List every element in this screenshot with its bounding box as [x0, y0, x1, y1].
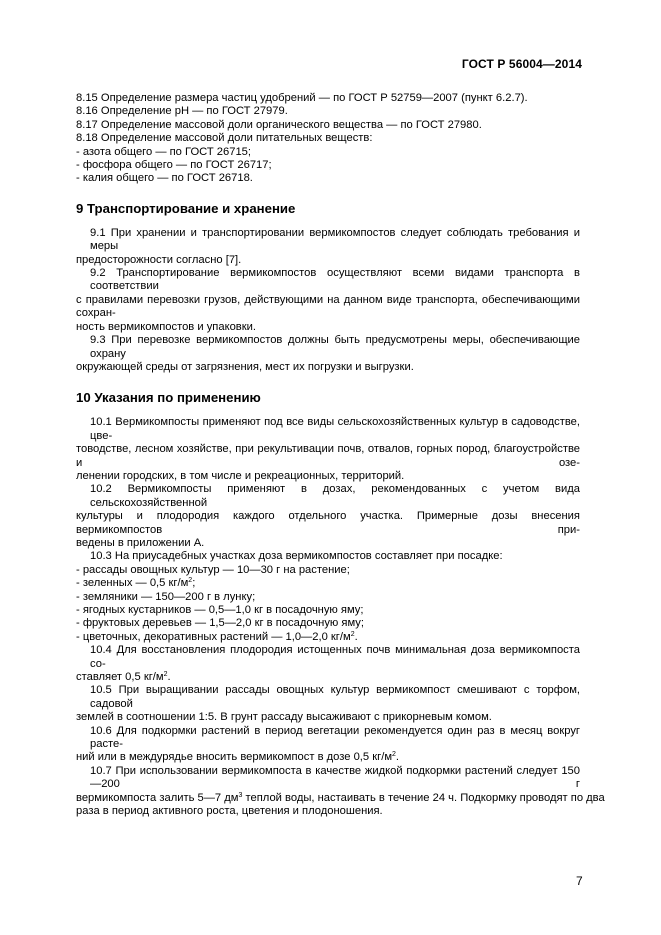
list-item [76, 591, 580, 604]
superscript: 2 [163, 671, 168, 679]
superscript: 2 [392, 751, 396, 759]
text-line: 10.4 Для восстановления плодородия истощенных почв минимальная доза вермикомпоста со- [90, 644, 580, 670]
text-line: 9.1 При хранении и транспортировании вермикомпостов следует соблюдать требования и меры [90, 226, 580, 253]
page-number: 7 [576, 874, 583, 888]
paragraph-10-4 [76, 644, 580, 684]
list-item: 8.15 Определение размера частиц удобрений — по ГОСТ Р 52759—2007 (пункт 6.2.7). [76, 92, 528, 104]
text-line [76, 791, 605, 805]
paragraph-10-2 [76, 483, 580, 550]
text-line: товодстве, лесном хозяйстве, при рекультивации почв, отвалов, горных пород, благоустройстве и озе- [76, 443, 580, 469]
text-line: 10.6 Для подкормки растений в период вегетации рекомендуется один раз в месяц вокруг расте- [90, 724, 580, 751]
paragraph-10-3 [76, 550, 580, 644]
list-item: 8.18 Определение массовой доли питательных веществ: [76, 132, 373, 145]
item-text: - земляники — 150—200 г в лунку; [76, 590, 256, 603]
text-line: ленении городских, в том числе и рекреационных, территорий. [76, 469, 405, 482]
item-text: - зеленных — 0,5 кг/м [76, 577, 189, 590]
superscript: 3 [238, 791, 243, 799]
item-text: - рассады овощных культур — 10—30 г на растение; [76, 563, 350, 576]
list-item [76, 564, 580, 577]
text-line: 9.2 Транспортирование вермикомпостов осуществляют всеми видами транспорта в соответствии [90, 267, 580, 293]
document-code: ГОСТ Р 56004—2014 [461, 57, 582, 71]
text-tail: . [395, 751, 400, 764]
text-line: 10.5 При выращивании рассады овощных культур вермикомпост смешивают с торфом, садовой [90, 684, 580, 710]
item-text: - ягодных кустарников — 0,5—1,0 кг в посадочную яму; [76, 604, 364, 616]
text-line: ведены в приложении А. [76, 536, 205, 549]
paragraph-10-5 [76, 684, 580, 724]
paragraph-10-1 [76, 416, 580, 483]
list-item: 8.16 Определение рН — по ГОСТ 27979. [76, 105, 288, 118]
text-span: ний или в междурядье вносить вермикомпост в дозе 0,5 кг/м [76, 751, 393, 764]
list-item: - азота общего — по ГОСТ 26715; [76, 145, 252, 158]
text-line: землей в соотношении 1:5. В грунт рассаду высаживают с прикорневым комом. [76, 711, 492, 724]
intro-list [76, 92, 580, 186]
item-text: - фруктовых деревьев — 1,5—2,0 кг в посадочную яму; [76, 617, 365, 630]
list-item: 8.17 Определение массовой доли органического вещества — по ГОСТ 27980. [76, 118, 482, 131]
section-9-title: 9 Транспортирование и хранение [76, 200, 296, 216]
paragraph-10-7 [76, 764, 605, 819]
document-body [76, 92, 605, 819]
item-text: - цветочных, декоративных растений — 1,0—2,0 кг/м [76, 630, 351, 643]
text-line: раза в период активного роста, цветения и плодоношения. [76, 805, 383, 818]
text-line: 9.3 При перевозке вермикомпостов должны быть предусмотрены меры, обеспечивающие охрану [90, 334, 580, 360]
text-line: окружающей среды от загрязнения, мест их погрузки и выгрузки. [76, 360, 414, 373]
text-line: 10.3 На приусадебных участках доза вермикомпостов составляет при посадке: [90, 550, 503, 563]
item-tail: . [354, 630, 358, 643]
paragraph-9-1 [76, 227, 580, 267]
list-item [76, 604, 580, 617]
text-span: теплой воды, настаивать в течение 24 ч. Подкормку проводят по два [242, 791, 605, 804]
paragraph-10-6 [76, 725, 580, 765]
paragraph-9-3 [76, 334, 580, 374]
superscript: 2 [350, 630, 355, 638]
text-line: 10.2 Вермикомпосты применяют в дозах, рекомендованных с учетом вида сельскохозяйственной [90, 483, 580, 509]
text-span: вермикомпоста залить 5—7 дм [76, 791, 239, 804]
text-span: ставляет 0,5 кг/м [76, 671, 164, 684]
item-tail: ; [192, 577, 196, 590]
list-item [76, 631, 580, 644]
list-item [76, 577, 580, 590]
text-line: ность вермикомпостов и упаковки. [76, 320, 257, 333]
text-line [76, 671, 580, 684]
text-line [76, 751, 580, 764]
section-10-title: 10 Указания по применению [76, 390, 261, 406]
list-item: - фосфора общего — по ГОСТ 26717; [76, 159, 272, 172]
text-line: культуры и плодородия каждого отдельного участка. Примерные дозы внесения вермикомпостов при- [76, 510, 580, 536]
text-line: с правилами перевозки грузов, действующими на данном виде транспорта, обеспечивающими сохран- [76, 293, 580, 320]
superscript: 2 [188, 577, 193, 585]
paragraph-9-2 [76, 267, 580, 334]
text-tail: . [167, 671, 171, 684]
text-line: предосторожности согласно [7]. [76, 253, 242, 266]
list-item [76, 617, 580, 630]
text-line: 10.7 При использовании вермикомпоста в качестве жидкой подкормки растений следует 150—200 г [90, 764, 580, 791]
text-line: 10.1 Вермикомпосты применяют под все виды сельскохозяйственных культур в садоводстве, цве- [90, 416, 580, 442]
list-item: - калия общего — по ГОСТ 26718. [76, 172, 253, 185]
